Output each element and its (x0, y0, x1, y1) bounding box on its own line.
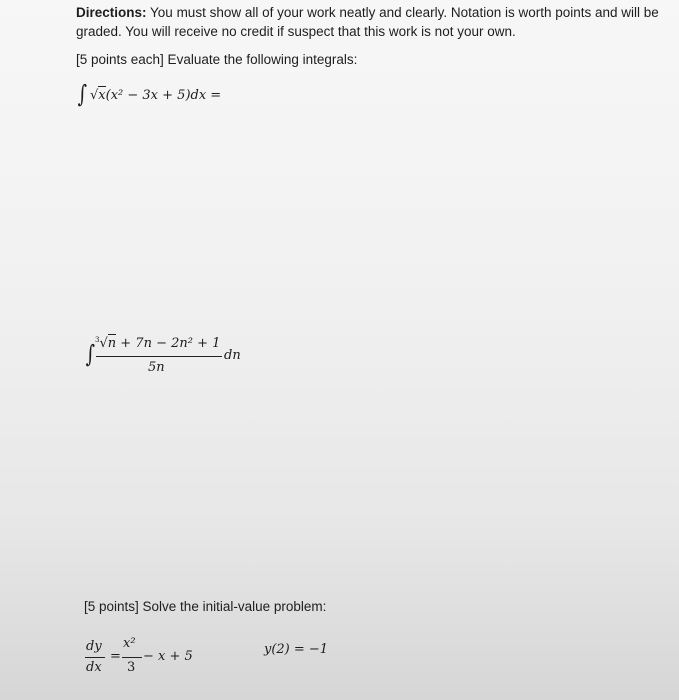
cube-root-index: 3 (95, 336, 100, 344)
numerator-remainder: + 7n − 2n² + 1 (120, 336, 221, 351)
root-argument-2: n (107, 336, 117, 351)
equals-sign: = (110, 649, 121, 664)
rhs-remainder: − x + 5 (143, 649, 193, 664)
rhs-numerator: x² (123, 636, 136, 651)
problem1-polynomial: (x² − 3x + 5)dx = (105, 88, 222, 103)
directions-label: Directions: (76, 5, 147, 20)
problem2-differential: dn (224, 348, 241, 363)
integral-problem-1 (76, 82, 89, 106)
part1-heading: [5 points each] Evaluate the following integrals: (76, 52, 358, 67)
problem2-denominator: 5n (148, 360, 165, 375)
sqrt-argument-1: x (98, 88, 106, 103)
fraction-bar-2 (96, 356, 222, 357)
rhs-fraction-bar (122, 657, 142, 658)
directions-text: You must show all of your work neatly and clearly. Notation is worth points and will be graded. You will receive no credit if suspect that this work is not your own. (76, 5, 659, 39)
part2-heading: [5 points] Solve the initial-value problem: (84, 599, 327, 614)
radical-sign-2: √ (99, 336, 108, 351)
lhs-denominator: dx (86, 660, 102, 675)
integral-sign-2: ∫ (85, 340, 95, 368)
problem1-expression (90, 88, 221, 103)
sqrt-radical-1: √ (90, 88, 99, 103)
rhs-denominator: 3 (127, 660, 136, 675)
problem2-numerator (95, 336, 220, 351)
directions-paragraph (76, 3, 666, 41)
lhs-numerator: dy (86, 639, 102, 654)
initial-condition: y(2) = −1 (264, 642, 329, 657)
integral-sign-1: ∫ (77, 80, 87, 108)
lhs-fraction-bar (85, 657, 105, 658)
